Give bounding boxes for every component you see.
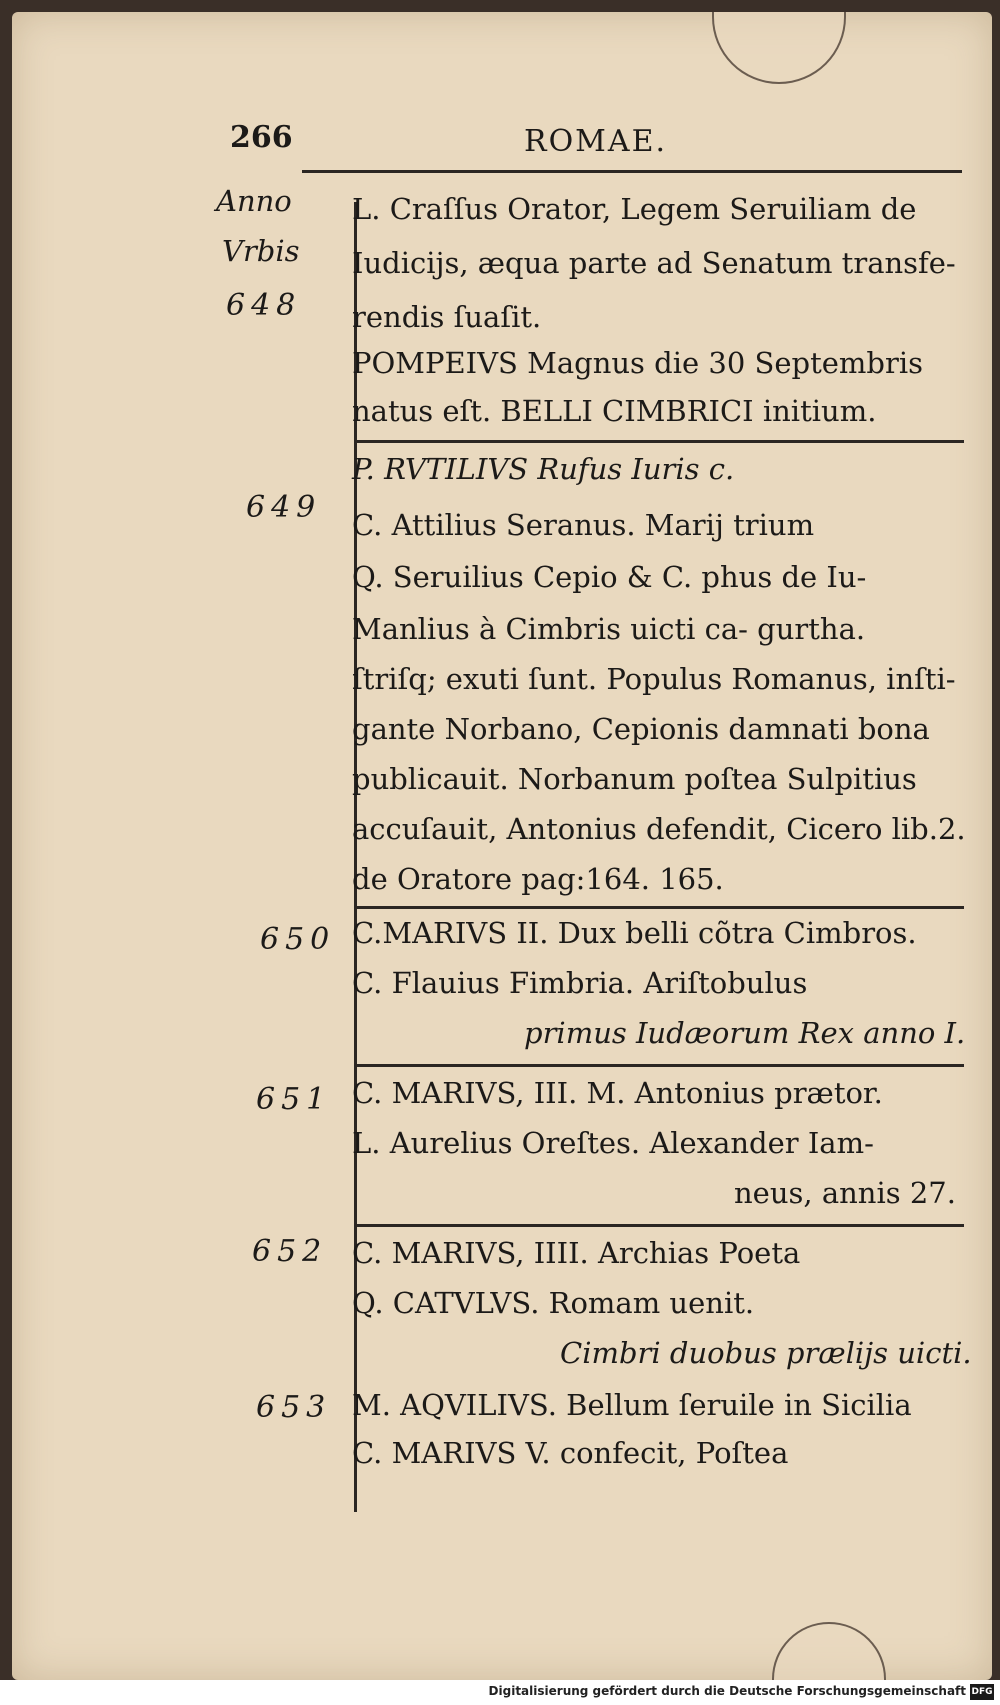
text-line: neus, annis 27. (734, 1176, 956, 1210)
text-line: Q. CATVLVS. Romam uenit. (352, 1286, 755, 1320)
text-line: accuſauit, Antonius defendit, Cicero lib.2. (352, 812, 966, 846)
year-label: 650 (260, 922, 336, 957)
year-label: 653 (256, 1390, 332, 1425)
digitization-footer (0, 1680, 1000, 1705)
page-clip-top (712, 12, 846, 84)
text-line: P. RVTILIVS Rufus Iuris c. (352, 452, 735, 486)
entry-rule (354, 440, 964, 443)
page-number: 266 (230, 120, 293, 155)
text-line: Iudicijs, æqua parte ad Senatum transfe- (352, 246, 956, 280)
year-label: 648 (226, 288, 302, 323)
text-line: Q. Seruilius Cepio & C. phus de Iu- (352, 560, 867, 594)
margin-urbis: Vrbis (222, 234, 300, 268)
text-line: C. MARIVS, IIII. Archias Poeta (352, 1236, 801, 1270)
text-line: primus Iudæorum Rex anno I. (524, 1016, 966, 1050)
running-head: ROMAE. (524, 124, 668, 159)
text-line: C. Attilius Seranus. Marij trium (352, 508, 815, 542)
header-rule (302, 170, 962, 173)
text-line: POMPEIVS Magnus die 30 Septembris (352, 346, 923, 380)
text-line: C. MARIVS V. confecit, Poſtea (352, 1436, 789, 1470)
text-line: rendis ſuaſit. (352, 300, 542, 334)
year-label: 652 (252, 1234, 328, 1269)
year-label: 649 (246, 490, 322, 525)
year-label: 651 (256, 1082, 332, 1117)
text-line: C. Flauius Fimbria. Ariſtobulus (352, 966, 808, 1000)
margin-anno: Anno (216, 184, 292, 218)
text-line: natus eſt. BELLI CIMBRICI initium. (352, 394, 877, 428)
dfg-logo-icon: DFG (970, 1684, 994, 1700)
text-line: de Oratore pag:164. 165. (352, 862, 724, 896)
text-line: C.MARIVS II. Dux belli cõtra Cimbros. (352, 916, 917, 950)
text-line: publicauit. Norbanum poſtea Sulpitius (352, 762, 917, 796)
text-line: L. Craſſus Orator, Legem Seruiliam de (352, 192, 917, 226)
entry-rule (354, 906, 964, 909)
text-line: Manlius à Cimbris uicti ca- gurtha. (352, 612, 866, 646)
text-line: L. Aurelius Oreſtes. Alexander Iam- (352, 1126, 874, 1160)
book-page (12, 12, 992, 1680)
entry-rule (354, 1064, 964, 1067)
entry-rule (354, 1224, 964, 1227)
text-line: Cimbri duobus prælijs uicti. (560, 1336, 972, 1370)
text-line: C. MARIVS, III. M. Antonius prætor. (352, 1076, 883, 1110)
footer-credit: Digitalisierung gefördert durch die Deutsche Forschungsgemeinschaft (488, 1684, 966, 1698)
text-line: M. AQVILIVS. Bellum ſeruile in Sicilia (352, 1388, 912, 1422)
text-line: gante Norbano, Cepionis damnati bona (352, 712, 930, 746)
text-line: ſtriſq; exuti ſunt. Populus Romanus, inſti- (352, 662, 956, 696)
